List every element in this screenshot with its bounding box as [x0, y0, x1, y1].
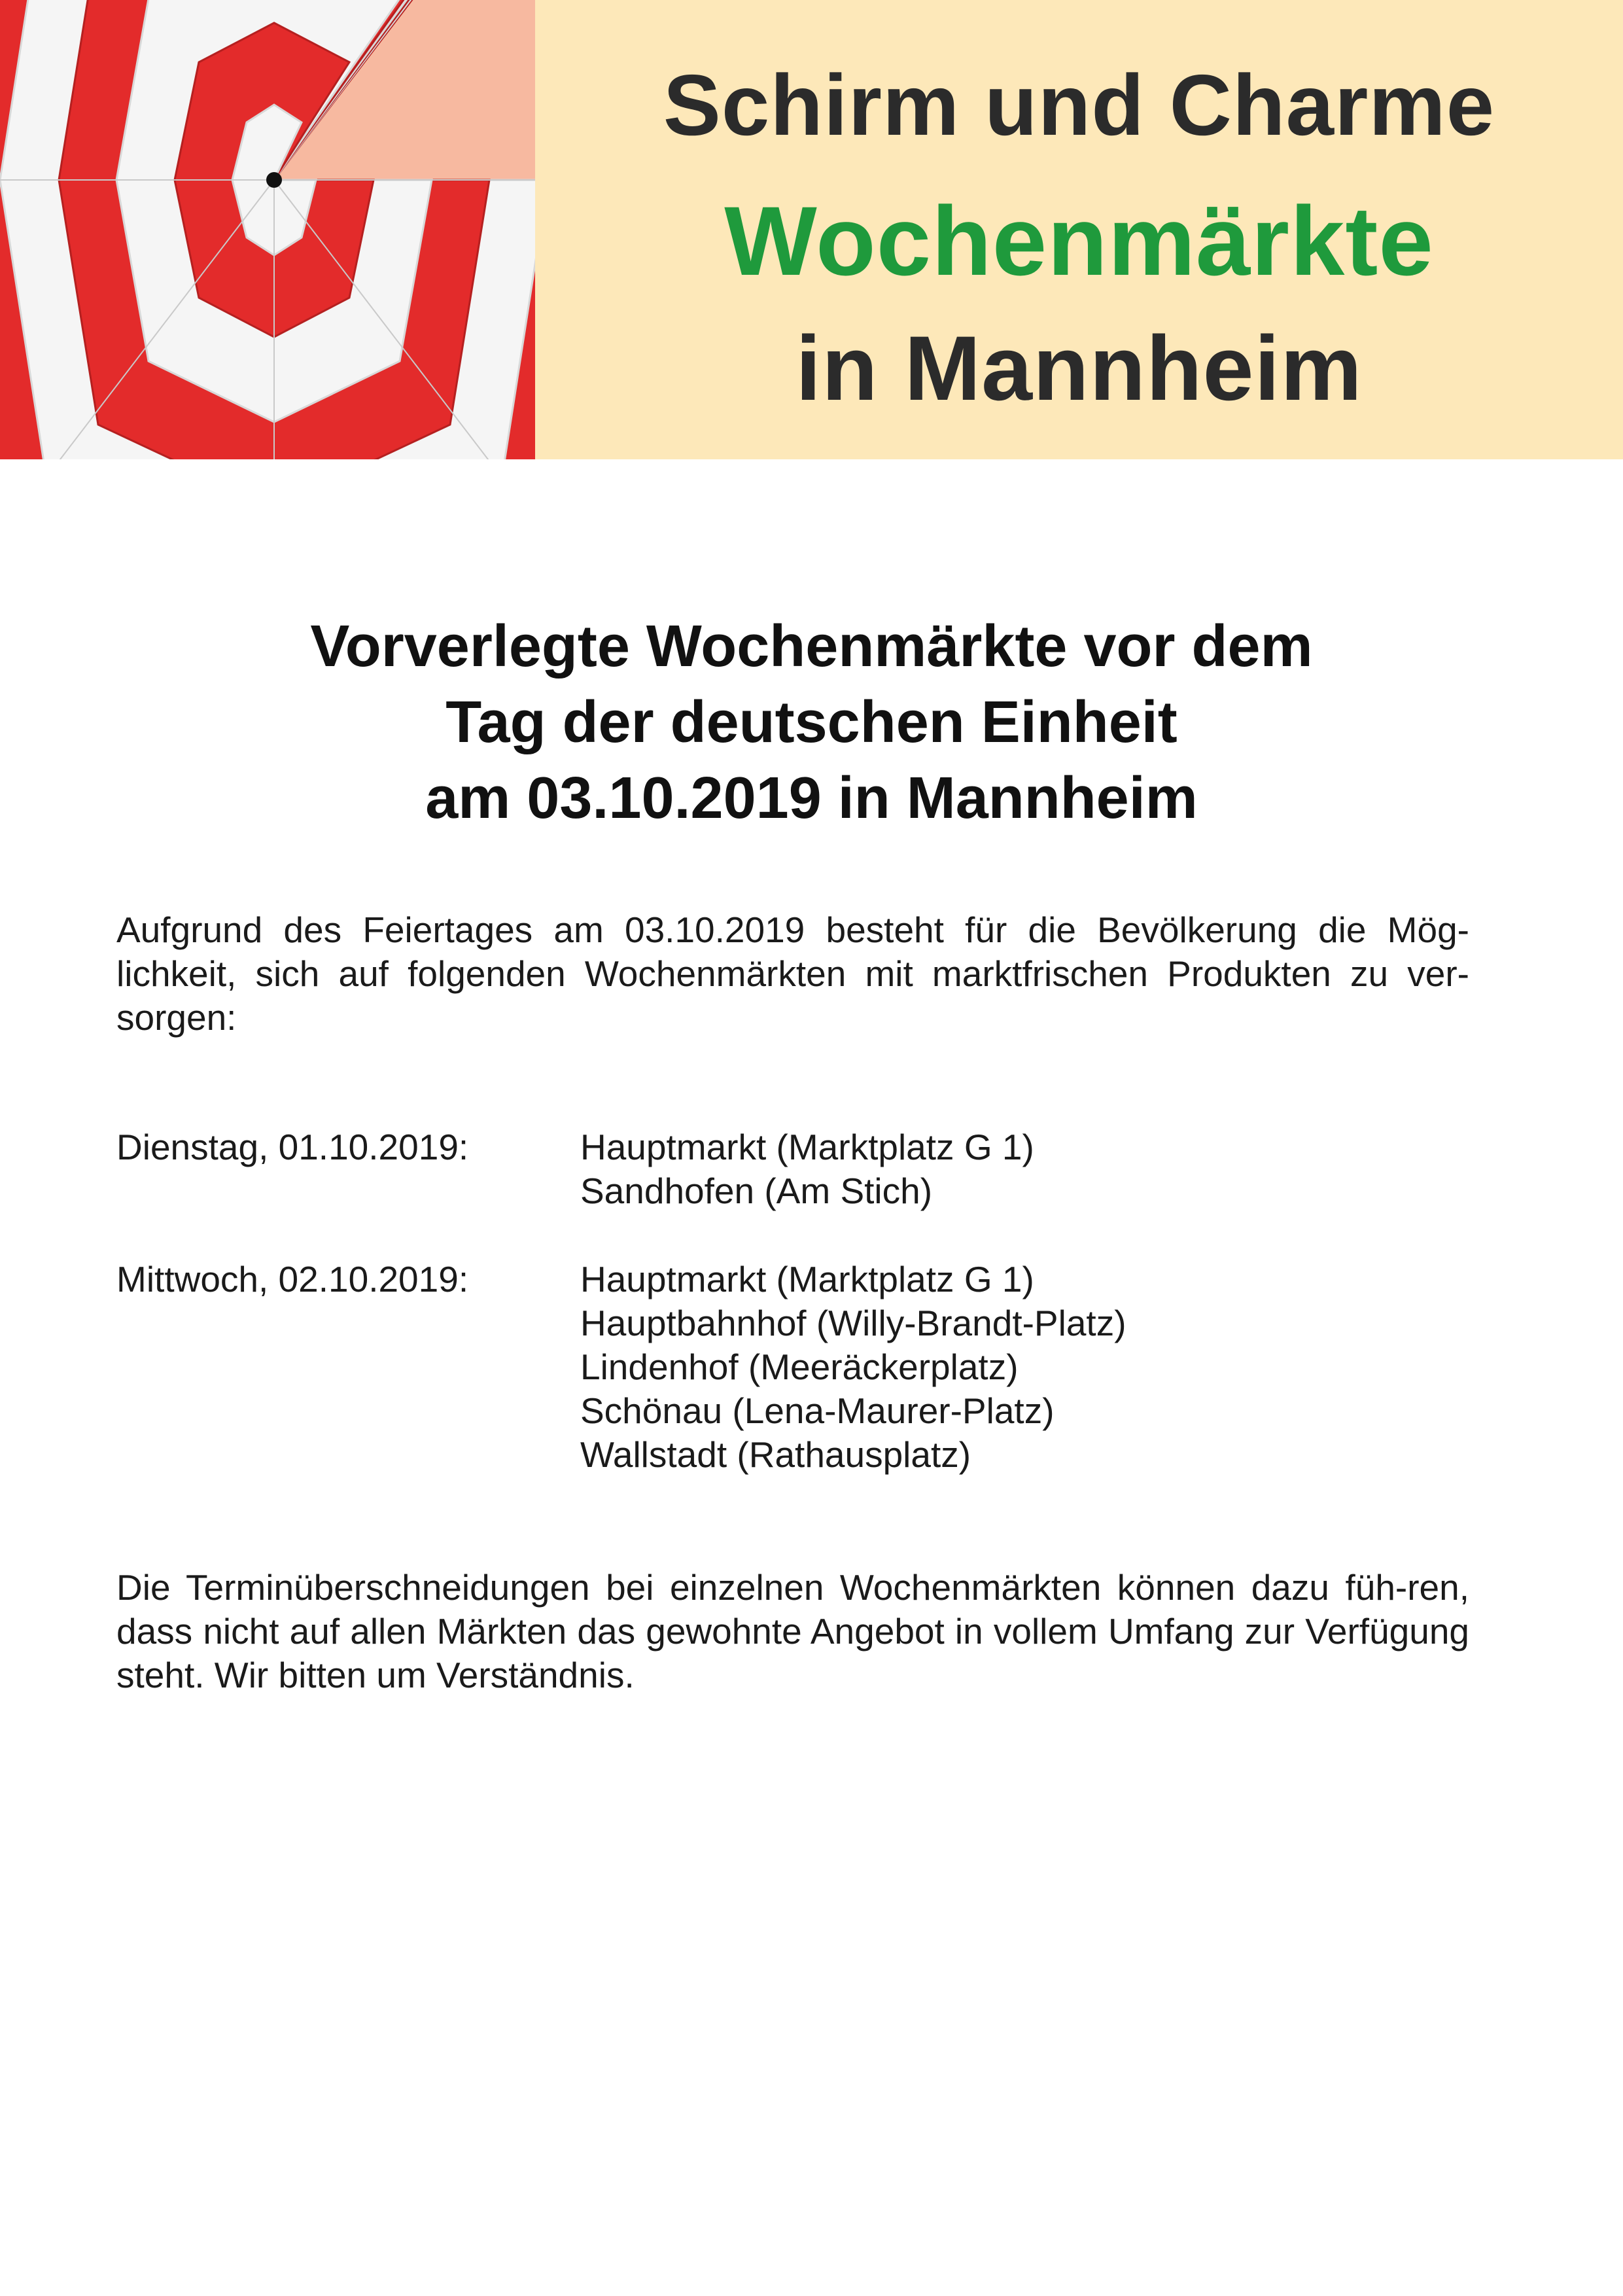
page-title-line-1: Vorverlegte Wochenmärkte vor dem — [310, 614, 1313, 679]
market-item: Hauptmarkt (Marktplatz G 1) — [580, 1127, 1034, 1167]
brand-title-line-3: in Mannheim — [795, 317, 1363, 419]
market-list — [580, 1258, 1126, 1477]
brand-title-line-1: Schirm und Charme — [663, 57, 1495, 153]
page-title-line-3: am 03.10.2019 in Mannheim — [425, 766, 1198, 831]
header-banner — [0, 0, 1623, 459]
market-item: Hauptbahnhof (Willy-Brandt-Platz) — [580, 1303, 1126, 1343]
page-title-line-2: Tag der deutschen Einheit — [445, 690, 1178, 755]
intro-paragraph: Aufgrund des Feiertages am 03.10.2019 besteht für die Bevölkerung die Mög-lichkeit, sich auf folgenden Wochenmärkten mit marktfrischen Produkten zu ver-sorgen: — [116, 910, 1469, 1038]
market-item: Schönau (Lena-Maurer-Platz) — [580, 1390, 1055, 1431]
market-list — [580, 1125, 1034, 1213]
closing-paragraph: Die Terminüberschneidungen bei einzelnen Wochenmärkten können dazu füh-ren, dass nicht auf allen Märkten das gewohnte Angebot in vollem Umfang zur Verfügung steht. Wir bitten um Verständnis. — [116, 1567, 1469, 1695]
page-title — [116, 609, 1507, 836]
banner-text-area — [535, 0, 1623, 459]
schedule-day-label: Mittwoch, 02.10.2019: — [116, 1259, 469, 1299]
brand-title-line-2: Wochenmärkte — [724, 186, 1434, 296]
schedule-day-label: Dienstag, 01.10.2019: — [116, 1127, 469, 1167]
market-item: Wallstadt (Rathausplatz) — [580, 1434, 971, 1475]
umbrella-tip — [266, 172, 282, 188]
market-item: Hauptmarkt (Marktplatz G 1) — [580, 1259, 1034, 1299]
market-item: Lindenhof (Meeräckerplatz) — [580, 1347, 1019, 1387]
market-item: Sandhofen (Am Stich) — [580, 1171, 933, 1211]
umbrella-graphic — [0, 0, 535, 459]
